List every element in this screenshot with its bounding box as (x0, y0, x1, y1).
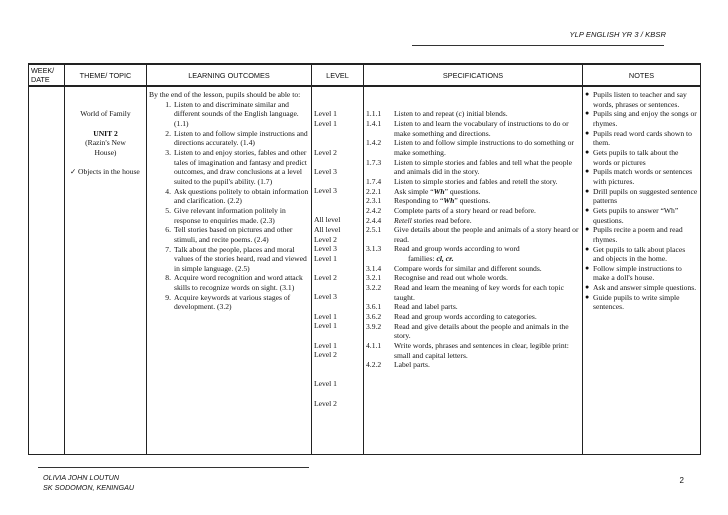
level-entry (314, 302, 361, 312)
bullet-icon: ● (585, 263, 590, 272)
spec-item (366, 283, 580, 302)
spec-text (394, 244, 580, 263)
unit-label: UNIT 2 (93, 128, 118, 138)
spec-number: 1.4.1 (366, 118, 382, 128)
level-entry (314, 90, 361, 100)
spec-item (366, 196, 580, 206)
level-entry (314, 283, 361, 293)
spec-text-part: Complete parts of a story heard or read before. (394, 205, 536, 215)
footer-author (43, 473, 134, 493)
spec-emphasis: Retell (394, 215, 412, 225)
spec-text (394, 302, 580, 312)
spec-item (366, 177, 580, 187)
outcome-number: 4. (165, 186, 171, 196)
level-entry: All level (314, 224, 341, 234)
outcome-text: Talk about the people, places and moral values of the stories heard, read and viewed in simple language. (2.5) (174, 244, 307, 273)
spec-text (394, 119, 580, 138)
level-entry: All level (314, 215, 341, 225)
theme-title: World of Family (80, 109, 131, 119)
header-title: YLP ENGLISH YR 3 / KBSR (569, 30, 666, 39)
spec-text (394, 283, 580, 302)
outcome-number: 3. (165, 147, 171, 157)
spec-number: 3.6.1 (366, 302, 382, 312)
note-item (585, 206, 698, 225)
spec-text-part: stories read before. (411, 215, 472, 225)
spec-text-part: Listen to and repeat (c) initial blends. (394, 109, 508, 119)
spec-text (394, 109, 580, 119)
note-item (585, 225, 698, 244)
footer-rule (38, 467, 309, 468)
spec-item (366, 187, 580, 197)
spec-text-part: Read and give details about the people and animals in the story. (394, 321, 569, 341)
outcome-item (149, 100, 309, 129)
note-item (585, 293, 698, 312)
spec-text-tail (394, 254, 580, 264)
note-item (585, 129, 698, 148)
note-text: Follow simple instructions to make a doll's house. (593, 263, 682, 283)
spec-text-part: Recognise and read out whole words. (394, 273, 508, 283)
note-text: Get pupils to talk about places and objects in the home. (593, 244, 686, 264)
note-item (585, 245, 698, 264)
level-entry: Level 1 (314, 311, 337, 321)
note-text: Drill pupils on suggested sentence patterns (593, 186, 698, 206)
outcome-number: 2. (165, 128, 171, 138)
spec-item (366, 244, 580, 263)
cell-levels (312, 86, 364, 455)
level-entry (314, 138, 361, 148)
note-text: Pupils sing and enjoy the songs or rhymes. (593, 109, 697, 128)
spec-item (366, 360, 580, 370)
level-entry: Level 2 (314, 147, 337, 157)
outcome-text: Give relevant information politely in response to enquiries made. (2.3) (174, 205, 286, 225)
spec-text-part: Read and group words according to categories. (394, 312, 537, 322)
level-entry: Level 3 (314, 167, 337, 177)
spec-text (394, 158, 580, 177)
note-item (585, 187, 698, 206)
spec-text (394, 187, 580, 197)
spec-number: 1.7.3 (366, 157, 382, 167)
spec-text-part: Responding to “ (394, 196, 444, 206)
spec-number: 1.1.1 (366, 109, 382, 119)
level-entry: Level 1 (314, 253, 337, 263)
level-entry (314, 206, 361, 216)
note-item (585, 264, 698, 283)
level-entry: Level 3 (314, 244, 337, 254)
note-text: Ask and answer simple questions. (593, 283, 697, 293)
outcome-item (149, 129, 309, 148)
spec-text-part: ” questions. (454, 196, 491, 206)
spec-text-part: Compare words for similar and different sounds. (394, 263, 542, 273)
header-theme-topic: THEME/ TOPIC (65, 64, 147, 86)
spec-text-part: Listen to simple stories and fables and tell what the people and animals did in the story. (394, 157, 572, 177)
outcome-item (149, 206, 309, 225)
spec-number: 3.6.2 (366, 312, 382, 322)
level-entry (314, 264, 361, 274)
outcome-text: Ask questions politely to obtain information and clarification. (2.2) (174, 186, 309, 206)
topic-checklist-item (67, 167, 144, 177)
note-item (585, 148, 698, 167)
note-item (585, 283, 698, 293)
outcomes-list (149, 100, 309, 312)
cell-specifications (364, 86, 583, 455)
cell-week-date (29, 86, 65, 455)
spec-text (394, 225, 580, 244)
level-entry: Level 2 (314, 398, 337, 408)
cell-theme (65, 86, 147, 455)
bullet-icon: ● (585, 90, 590, 98)
level-entry (314, 360, 361, 370)
spec-number: 4.2.2 (366, 360, 382, 370)
spec-spacer (366, 90, 580, 109)
spec-text-part: Ask simple “ (394, 186, 434, 196)
level-entry: Level 3 (314, 292, 337, 302)
spec-item (366, 109, 580, 119)
spec-number: 2.2.1 (366, 186, 382, 196)
spec-number: 1.7.4 (366, 176, 382, 186)
levels-list (314, 90, 361, 408)
level-entry: Level 1 (314, 109, 337, 119)
outcome-item (149, 148, 309, 187)
outcome-number: 6. (165, 225, 171, 235)
spec-text (394, 138, 580, 157)
note-text: Pupils read word cards shown to them. (593, 128, 692, 148)
school-name: SK SODOMON, KENINGAU (43, 483, 135, 492)
spec-emphasis: Wh (433, 186, 445, 196)
note-text: Guide pupils to write simple sentences. (593, 292, 680, 312)
table-header-row (29, 64, 701, 86)
level-entry: Level 2 (314, 273, 337, 283)
level-entry: Level 1 (314, 379, 337, 389)
level-entry: Level 1 (314, 340, 337, 350)
spec-item (366, 138, 580, 157)
bullet-icon: ● (585, 109, 590, 118)
bullet-icon: ● (585, 167, 590, 176)
spec-text (394, 322, 580, 341)
spec-text (394, 206, 580, 216)
spec-item (366, 341, 580, 360)
spec-text-part: Listen to and follow simple instructions to do something or make something. (394, 138, 574, 157)
spec-emphasis: cl, cr. (436, 254, 454, 264)
spec-text (394, 360, 580, 370)
spec-number: 3.1.3 (366, 244, 382, 254)
unit-subtitle: (Razin's New (85, 138, 126, 148)
note-text: Pupils listen to teacher and say words, phrases or sentences. (593, 90, 687, 109)
spec-text (394, 312, 580, 322)
note-item (585, 167, 698, 186)
bullet-icon: ● (585, 186, 590, 195)
header-specifications: SPECIFICATIONS (364, 64, 583, 86)
page-number: 2 (679, 476, 684, 485)
header-week-date: WEEK/ DATE (29, 64, 65, 86)
header-level: LEVEL (312, 64, 364, 86)
spec-number: 2.4.2 (366, 205, 382, 215)
outcome-number: 8. (165, 273, 171, 283)
level-entry (314, 100, 361, 110)
table-row (29, 86, 701, 455)
spec-number: 2.4.4 (366, 215, 382, 225)
spec-number: 3.1.4 (366, 263, 382, 273)
note-text: Pupils match words or sentences with pictures. (593, 167, 693, 186)
bullet-icon: ● (585, 128, 590, 137)
header-learning-outcomes: LEARNING OUTCOMES (147, 64, 312, 86)
spec-number: 3.2.1 (366, 273, 382, 283)
note-text: Pupils recite a poem and read rhymes. (593, 225, 683, 244)
outcomes-intro: By the end of the lesson, pupils should be able to: (149, 90, 301, 99)
spec-text-part: Label parts. (394, 360, 430, 370)
level-entry (314, 157, 361, 167)
bullet-icon: ● (585, 147, 590, 156)
spec-text-part: Listen to simple stories and fables and retell the story. (394, 176, 558, 186)
cell-notes (583, 86, 701, 455)
spec-text (394, 216, 580, 226)
spec-text-part: Read and label parts. (394, 302, 458, 312)
bullet-icon: ● (585, 292, 590, 301)
unit-subtitle-cont: House) (94, 147, 117, 157)
outcome-number: 5. (165, 205, 171, 215)
spec-text (394, 273, 580, 283)
outcome-text: Listen to and follow simple instructions and directions accurately. (1.4) (174, 128, 308, 148)
bullet-icon: ● (585, 225, 590, 234)
spec-item (366, 216, 580, 226)
spec-item (366, 322, 580, 341)
spec-text-part: families: (408, 254, 437, 264)
spec-item (366, 312, 580, 322)
level-entry (314, 129, 361, 139)
spec-item (366, 264, 580, 274)
spec-number: 2.5.1 (366, 225, 382, 235)
author-name: OLIVIA JOHN LOUTUN (43, 473, 120, 482)
spec-item (366, 273, 580, 283)
level-entry: Level 1 (314, 118, 337, 128)
bullet-icon: ● (585, 205, 590, 214)
outcome-text: Acquire keywords at various stages of development. (3.2) (174, 292, 291, 312)
outcome-item (149, 293, 309, 312)
spec-item (366, 119, 580, 138)
spec-text-part: Read and learn the meaning of key words for each topic taught. (394, 283, 564, 302)
bullet-icon: ● (585, 283, 590, 292)
spec-item (366, 206, 580, 216)
level-entry: Level 1 (314, 321, 337, 331)
level-entry: Level 3 (314, 186, 337, 196)
outcome-item (149, 273, 309, 292)
note-text: Gets pupils to talk about the words or pictures (593, 147, 679, 167)
spec-text-part: Write words, phrases and sentences in clear, legible print: small and capital letters. (394, 341, 569, 360)
spec-item (366, 158, 580, 177)
level-entry (314, 196, 361, 206)
outcome-number: 7. (165, 244, 171, 254)
header-notes: NOTES (583, 64, 701, 86)
outcome-text: Acquire word recognition and word attack skills to recognize words on sight. (3.1) (174, 273, 303, 293)
header-rule (412, 45, 664, 46)
outcome-item (149, 187, 309, 206)
note-item (585, 90, 698, 109)
spec-number: 1.4.2 (366, 138, 382, 148)
spec-number: 4.1.1 (366, 341, 382, 351)
spec-emphasis: Wh (443, 196, 455, 206)
note-text: Gets pupils to answer “Wh” questions. (593, 205, 679, 225)
spec-text (394, 196, 580, 206)
level-entry: Level 2 (314, 234, 337, 244)
outcome-item (149, 225, 309, 244)
checkmark-icon: ✓ (70, 167, 77, 177)
spec-text-part: Listen to and learn the vocabulary of instructions to do or make something and directions. (394, 118, 569, 138)
spec-number: 3.2.2 (366, 283, 382, 293)
specifications-list (366, 90, 580, 370)
outcome-text: Listen to and discriminate similar and different sounds of the English language. (1.1) (174, 99, 299, 128)
level-entry (314, 370, 361, 380)
spec-text (394, 264, 580, 274)
level-entry (314, 177, 361, 187)
level-entry (314, 331, 361, 341)
spec-text-part: Read and group words according to word (394, 244, 520, 254)
outcome-number: 9. (165, 292, 171, 302)
spec-item (366, 225, 580, 244)
note-item (585, 109, 698, 128)
cell-learning-outcomes (147, 86, 312, 455)
outcome-item (149, 245, 309, 274)
level-entry: Level 2 (314, 350, 337, 360)
outcome-text: Tell stories based on pictures and other stimuli, and recite poems. (2.4) (174, 225, 293, 244)
spec-text-part: ” questions. (444, 186, 481, 196)
spec-text (394, 177, 580, 187)
topic-text: Objects in the house (78, 167, 140, 177)
spec-number: 3.9.2 (366, 321, 382, 331)
spec-item (366, 302, 580, 312)
outcome-text: Listen to and enjoy stories, fables and other tales of imagination and fantasy and predict outcomes, and draw conclusions at a level suited to the pupil's ability. (1.7) (174, 147, 307, 186)
notes-list (585, 90, 698, 312)
spec-text-part: Give details about the people and animals of a story heard or read. (394, 225, 579, 244)
outcome-number: 1. (165, 99, 171, 109)
level-entry (314, 389, 361, 399)
spec-text (394, 341, 580, 360)
lesson-plan-table (28, 63, 701, 455)
spec-number: 2.3.1 (366, 196, 382, 206)
bullet-icon: ● (585, 244, 590, 253)
